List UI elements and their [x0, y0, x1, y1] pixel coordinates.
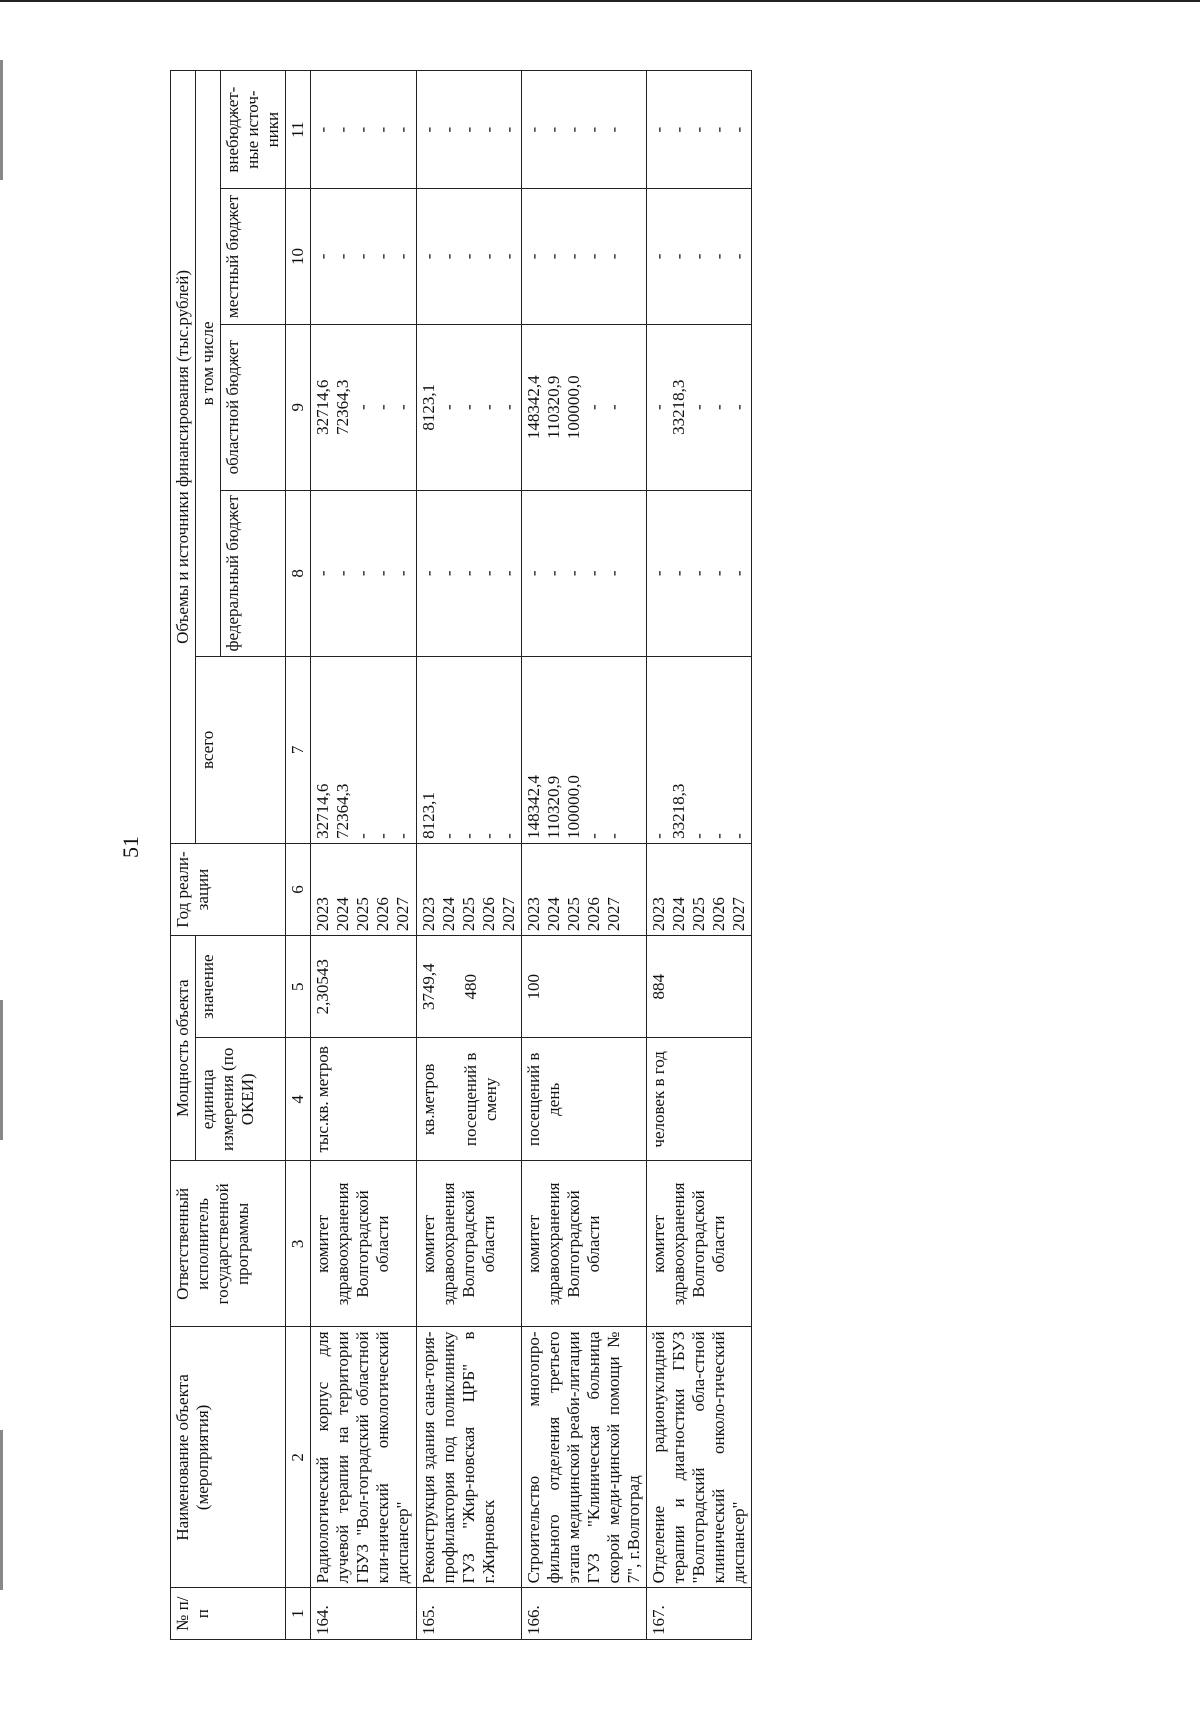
extrabudget-amount: -	[373, 126, 393, 133]
row-number-cell	[416, 1588, 521, 1640]
col-number: 9	[286, 324, 311, 490]
table-row	[416, 71, 521, 1640]
federal-amount: -	[649, 570, 669, 577]
header-year: Год реали-зации	[171, 843, 286, 935]
header-value: значение	[196, 936, 286, 1038]
header-including: в том числе	[196, 71, 221, 657]
total-amount: 32714,6	[313, 783, 333, 839]
unit-cell	[416, 1038, 521, 1161]
local-amount: -	[438, 253, 458, 260]
extrabudget-amount: -	[603, 126, 623, 133]
year-value: 2026	[373, 897, 393, 932]
spacer	[439, 1042, 461, 1156]
total-amount: -	[478, 833, 498, 839]
local-amount: -	[603, 253, 623, 260]
object-name: Радиологический корпус для лучевой терапии на территории ГБУЗ "Вол-гоградский областной кли-нический онкологический диспансер"	[313, 1331, 413, 1584]
regional-amount: 148342,4	[523, 375, 543, 440]
total-amount: -	[498, 833, 518, 839]
extrabudget-amount: -	[498, 126, 518, 133]
col-number: 6	[286, 843, 311, 935]
power-value: 2,30543	[313, 959, 333, 1015]
extrabudget-amount: -	[418, 126, 438, 133]
federal-amount: -	[669, 570, 689, 577]
federal-cell	[416, 490, 521, 656]
responsible-executor: комитет здравоохранения Волгоградской области	[418, 1182, 498, 1306]
extrabudget-amount: -	[729, 126, 749, 133]
federal-amount: -	[498, 570, 518, 577]
value-cell	[311, 936, 416, 1038]
year-value: 2023	[313, 897, 333, 932]
local-amount: -	[353, 253, 373, 260]
regional-amount: -	[689, 404, 709, 411]
object-name: Отделение радионуклидной терапии и диагностики ГБУЗ "Волгоградский обла-стной клинический онколо-гический диспансер"	[649, 1331, 749, 1584]
year-value: 2026	[709, 897, 729, 932]
local-amount: -	[313, 253, 333, 260]
table-row	[521, 71, 646, 1640]
year-value: 2024	[669, 897, 689, 932]
total-cell	[521, 656, 646, 843]
top-border-line	[0, 0, 1200, 2]
local-amount: -	[689, 253, 709, 260]
federal-amount: -	[523, 570, 543, 577]
federal-amount: -	[563, 570, 583, 577]
year-value: 2025	[353, 897, 373, 932]
table-row	[311, 71, 416, 1640]
extrabudget-amount: -	[583, 126, 603, 133]
federal-amount: -	[603, 570, 623, 577]
header-power: Мощность объекта	[171, 936, 196, 1161]
year-value: 2027	[498, 897, 518, 932]
table-body	[311, 71, 752, 1640]
total-amount: 110320,9	[543, 775, 563, 839]
year-value: 2023	[649, 897, 669, 932]
scan-edge-mark	[0, 60, 3, 180]
total-amount: -	[709, 833, 729, 839]
regional-amount: -	[603, 404, 623, 411]
extrabudget-amount: -	[689, 126, 709, 133]
row-number: 167.	[649, 1605, 669, 1635]
col-number: 7	[286, 656, 311, 843]
year-cell	[521, 843, 646, 935]
local-amount: -	[418, 253, 438, 260]
responsible-executor: комитет здравоохранения Волгоградской области	[523, 1182, 603, 1306]
local-amount: -	[729, 253, 749, 260]
total-cell	[416, 656, 521, 843]
row-number: 166.	[523, 1605, 543, 1635]
extrabudget-amount: -	[438, 126, 458, 133]
extrabudget-amount: -	[543, 126, 563, 133]
total-amount: -	[373, 833, 393, 839]
local-cell	[647, 189, 752, 324]
local-amount: -	[563, 253, 583, 260]
local-amount: -	[393, 253, 413, 260]
total-amount: -	[603, 833, 623, 839]
extrabudget-amount: -	[563, 126, 583, 133]
regional-cell	[311, 324, 416, 490]
year-value: 2024	[438, 897, 458, 932]
regional-amount: 100000,0	[563, 375, 583, 440]
row-number: 164.	[313, 1605, 333, 1635]
extrabudget-amount: -	[313, 126, 333, 133]
total-amount: 33218,3	[669, 783, 689, 839]
year-value: 2027	[603, 897, 623, 932]
value-cell	[416, 936, 521, 1038]
rotated-page-content	[170, 70, 1050, 1640]
local-amount: -	[478, 253, 498, 260]
total-amount: -	[729, 833, 749, 839]
row-number: 165.	[418, 1605, 438, 1635]
local-amount: -	[498, 253, 518, 260]
local-cell	[311, 189, 416, 324]
col-number: 8	[286, 490, 311, 656]
year-value: 2027	[729, 897, 749, 932]
row-number-cell	[311, 1588, 416, 1640]
regional-amount: -	[373, 404, 393, 411]
total-amount: 8123,1	[418, 792, 438, 839]
federal-amount: -	[478, 570, 498, 577]
local-amount: -	[373, 253, 393, 260]
measure-unit: кв.метров	[418, 1063, 438, 1136]
year-value: 2023	[418, 897, 438, 932]
extrabudget-amount: -	[458, 126, 478, 133]
total-amount: -	[649, 833, 669, 839]
federal-amount: -	[313, 570, 333, 577]
total-amount: 148342,4	[523, 775, 543, 839]
regional-cell	[416, 324, 521, 490]
regional-amount: 110320,9	[543, 375, 563, 439]
regional-amount: -	[353, 404, 373, 411]
local-amount: -	[669, 253, 689, 260]
federal-cell	[647, 490, 752, 656]
total-amount: -	[438, 833, 458, 839]
federal-amount: -	[709, 570, 729, 577]
regional-amount: -	[729, 404, 749, 411]
federal-amount: -	[583, 570, 603, 577]
federal-amount: -	[543, 570, 563, 577]
federal-amount: -	[353, 570, 373, 577]
federal-amount: -	[393, 570, 413, 577]
local-amount: -	[333, 253, 353, 260]
year-value: 2026	[478, 897, 498, 932]
responsible-executor: комитет здравоохранения Волгоградской области	[649, 1182, 729, 1306]
object-name-cell	[647, 1327, 752, 1588]
federal-amount: -	[438, 570, 458, 577]
local-amount: -	[583, 253, 603, 260]
object-name: Строительство многопро-фильного отделения третьего этапа медицинской реаби-литации ГУЗ "Клиническая больница скорой меди-цинской помощи № 7", г.Волгоград	[523, 1331, 643, 1584]
unit-cell	[311, 1038, 416, 1161]
regional-amount: 33218,3	[669, 379, 689, 435]
federal-cell	[311, 490, 416, 656]
extrabudget-cell	[521, 71, 646, 189]
year-cell	[416, 843, 521, 935]
header-name: Наименование объекта (мероприятия)	[171, 1327, 286, 1588]
header-extrabudget: внебюджет-ные источ-ники	[221, 71, 286, 189]
measure-unit-secondary: посещений в смену	[460, 1052, 500, 1147]
responsible-cell	[647, 1161, 752, 1327]
year-value: 2023	[523, 897, 543, 932]
extrabudget-amount: -	[709, 126, 729, 133]
column-number-row	[286, 71, 311, 1640]
regional-amount: 72364,3	[333, 379, 353, 435]
local-cell	[521, 189, 646, 324]
regional-amount: -	[583, 404, 603, 411]
extrabudget-cell	[416, 71, 521, 189]
object-name-cell	[521, 1327, 646, 1588]
object-name: Реконструкция здания сана-тория-профилактория под поликлинику ГУЗ "Жир-новская ЦРБ" в г.Жирновск	[418, 1331, 498, 1584]
responsible-cell	[416, 1161, 521, 1327]
header-local: местный бюджет	[221, 189, 286, 324]
regional-amount: -	[498, 404, 518, 411]
local-cell	[416, 189, 521, 324]
scan-edge-mark	[0, 1000, 3, 1140]
total-amount: -	[583, 833, 603, 839]
power-value: 3749,4	[418, 963, 438, 1011]
unit-cell	[521, 1038, 646, 1161]
total-cell	[311, 656, 416, 843]
col-number: 1	[286, 1588, 311, 1640]
header-federal: федеральный бюджет	[221, 490, 286, 656]
regional-amount: 8123,1	[418, 383, 438, 431]
extrabudget-amount: -	[523, 126, 543, 133]
regional-amount: -	[478, 404, 498, 411]
measure-unit: посещений в день	[523, 1052, 563, 1147]
total-amount: 72364,3	[333, 783, 353, 839]
regional-cell	[521, 324, 646, 490]
local-amount: -	[709, 253, 729, 260]
year-value: 2025	[563, 897, 583, 932]
extrabudget-amount: -	[669, 126, 689, 133]
measure-unit: тыс.кв. метров	[313, 1046, 333, 1153]
page-number: 51	[118, 836, 143, 858]
col-number: 3	[286, 1161, 311, 1327]
responsible-cell	[521, 1161, 646, 1327]
local-amount: -	[458, 253, 478, 260]
federal-amount: -	[333, 570, 353, 577]
total-amount: -	[689, 833, 709, 839]
measure-unit: человек в год	[649, 1051, 669, 1148]
extrabudget-amount: -	[478, 126, 498, 133]
regional-amount: -	[458, 404, 478, 411]
federal-cell	[521, 490, 646, 656]
local-amount: -	[649, 253, 669, 260]
regional-amount: -	[709, 404, 729, 411]
year-value: 2024	[333, 897, 353, 932]
year-value: 2027	[393, 897, 413, 932]
year-value: 2025	[458, 897, 478, 932]
power-value: 884	[649, 973, 669, 1000]
extrabudget-amount: -	[353, 126, 373, 133]
row-number-cell	[647, 1588, 752, 1640]
unit-cell	[647, 1038, 752, 1161]
extrabudget-amount: -	[333, 126, 353, 133]
total-amount: 100000,0	[563, 775, 583, 839]
header-unit: единица измерения (по ОКЕИ)	[196, 1038, 286, 1161]
total-amount: -	[458, 833, 478, 839]
extrabudget-amount: -	[649, 126, 669, 133]
federal-amount: -	[373, 570, 393, 577]
object-name-cell	[416, 1327, 521, 1588]
local-amount: -	[523, 253, 543, 260]
spacer	[439, 940, 461, 1033]
header-total: всего	[196, 656, 286, 843]
power-value: 100	[523, 973, 543, 1000]
row-number-cell	[521, 1588, 646, 1640]
extrabudget-cell	[647, 71, 752, 189]
local-amount: -	[543, 253, 563, 260]
total-amount: -	[393, 833, 413, 839]
federal-amount: -	[418, 570, 438, 577]
year-cell	[647, 843, 752, 935]
col-number: 5	[286, 936, 311, 1038]
responsible-executor: комитет здравоохранения Волгоградской области	[313, 1182, 393, 1306]
power-value-secondary: 480	[460, 973, 480, 1000]
header-finance: Объемы и источники финансирования (тыс.рублей)	[171, 71, 196, 844]
year-value: 2025	[689, 897, 709, 932]
scan-edge-mark	[0, 1430, 3, 1590]
col-number: 2	[286, 1327, 311, 1588]
year-value: 2026	[583, 897, 603, 932]
col-number: 10	[286, 189, 311, 324]
header-no: № п/п	[171, 1588, 286, 1640]
responsible-cell	[311, 1161, 416, 1327]
year-cell	[311, 843, 416, 935]
regional-amount: 32714,6	[313, 379, 333, 435]
federal-amount: -	[458, 570, 478, 577]
investment-objects-table	[170, 70, 752, 1640]
table-row	[647, 71, 752, 1640]
value-cell	[647, 936, 752, 1038]
object-name-cell	[311, 1327, 416, 1588]
header-regional: областной бюджет	[221, 324, 286, 490]
regional-amount: -	[438, 404, 458, 411]
col-number: 11	[286, 71, 311, 189]
federal-amount: -	[689, 570, 709, 577]
value-cell	[521, 936, 646, 1038]
header-responsible: Ответственный исполнитель государственной программы	[171, 1161, 286, 1327]
extrabudget-cell	[311, 71, 416, 189]
regional-amount: -	[393, 404, 413, 411]
year-value: 2024	[543, 897, 563, 932]
federal-amount: -	[729, 570, 749, 577]
regional-amount: -	[649, 404, 669, 411]
extrabudget-amount: -	[393, 126, 413, 133]
regional-cell	[647, 324, 752, 490]
total-amount: -	[353, 833, 373, 839]
total-cell	[647, 656, 752, 843]
col-number: 4	[286, 1038, 311, 1161]
header-row-1	[171, 71, 196, 1640]
